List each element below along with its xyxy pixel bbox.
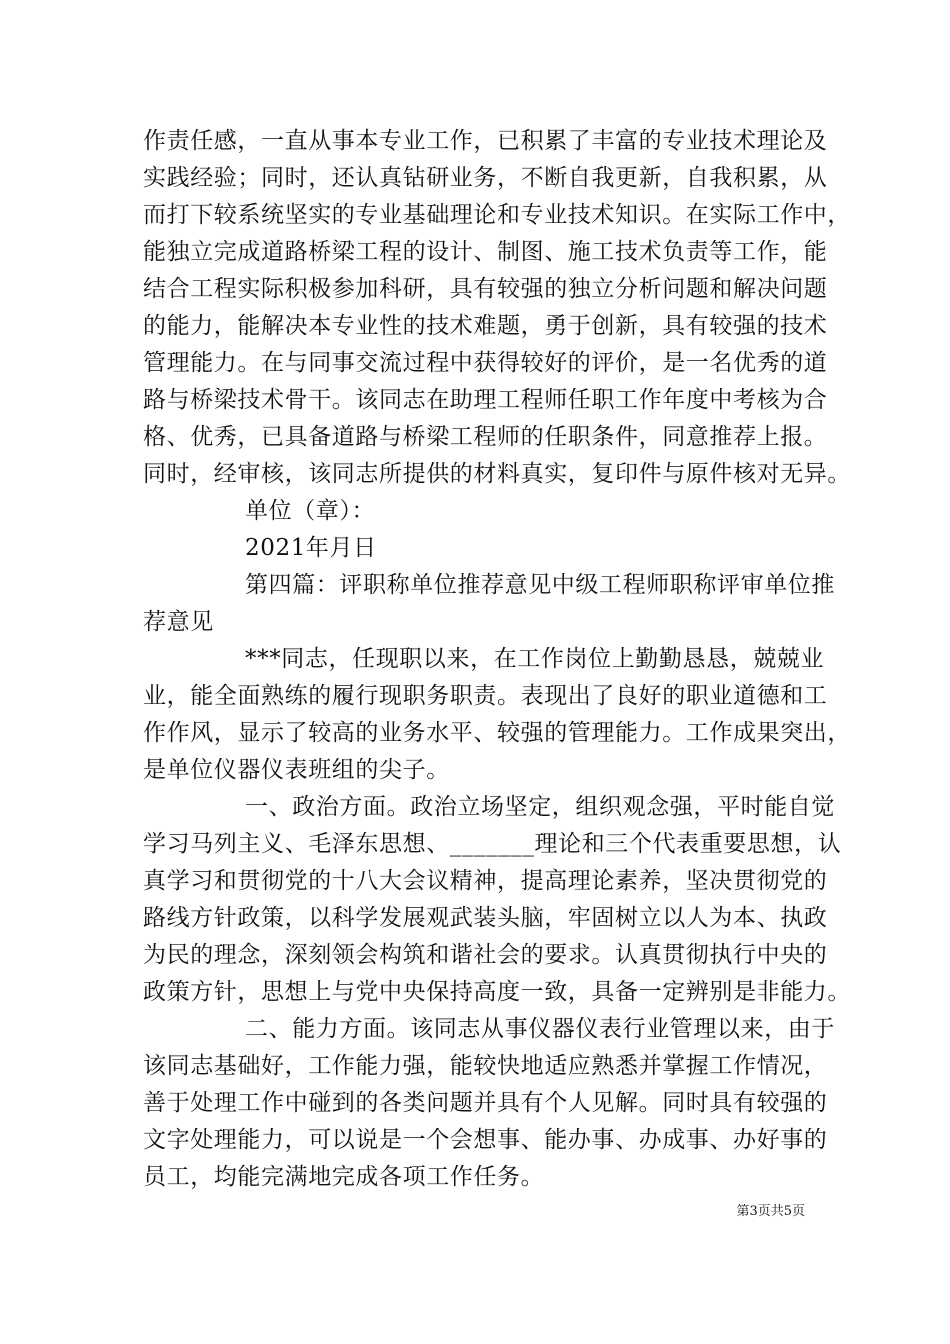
page-number-footer: 第3页共5页 — [736, 1204, 805, 1219]
paragraph-line: 实践经验；同时，还认真钻研业务，不断自我更新，自我积累，从 — [143, 165, 828, 191]
paragraph-line: 是单位仪器仪表班组的尖子。 — [143, 757, 450, 783]
paragraph-line: 而打下较系统坚实的专业基础理论和专业技术知识。在实际工作中， — [143, 202, 851, 228]
paragraph-line: 文字处理能力，可以说是一个会想事、能办事、办成事、办好事的 — [143, 1127, 828, 1153]
paragraph-line: 管理能力。在与同事交流过程中获得较好的评价，是一名优秀的道 — [143, 350, 828, 376]
paragraph-line: 结合工程实际积极参加科研，具有较强的独立分析问题和解决问题 — [143, 276, 828, 302]
paragraph-line: 作责任感，一直从事本专业工作，已积累了丰富的专业技术理论及 — [143, 128, 828, 154]
paragraph-line: ***同志，任现职以来，在工作岗位上勤勤恳恳，兢兢业 — [245, 646, 825, 672]
paragraph-line: 为民的理念，深刻领会构筑和谐社会的要求。认真贯彻执行中央的 — [143, 942, 828, 968]
paragraph-line: 善于处理工作中碰到的各类问题并具有个人见解。同时具有较强的 — [143, 1090, 828, 1116]
paragraph-line: 同时，经审核，该同志所提供的材料真实，复印件与原件核对无异。 — [143, 461, 851, 487]
paragraph-line: 格、优秀，已具备道路与桥梁工程师的任职条件，同意推荐上报。 — [143, 424, 828, 450]
paragraph-line: 路与桥梁技术骨干。该同志在助理工程师任职工作年度中考核为合 — [143, 387, 828, 413]
paragraph-line: 路线方针政策，以科学发展观武装头脑，牢固树立以人为本、执政 — [143, 905, 828, 931]
paragraph-line: 一、政治方面。政治立场坚定，组织观念强，平时能自觉 — [245, 794, 835, 820]
paragraph-line: 员工，均能完满地完成各项工作任务。 — [143, 1164, 545, 1190]
paragraph-line: 该同志基础好，工作能力强，能较快地适应熟悉并掌握工作情况， — [143, 1053, 828, 1079]
paragraph-line: 二、能力方面。该同志从事仪器仪表行业管理以来，由于 — [245, 1016, 835, 1042]
paragraph-line: 学习马列主义、毛泽东思想、_______理论和三个代表重要思想，认 — [143, 831, 842, 857]
paragraph-line: 能独立完成道路桥梁工程的设计、制图、施工技术负责等工作，能 — [143, 239, 828, 265]
section-heading-continued: 荐意见 — [143, 609, 214, 635]
paragraph-line: 政策方针，思想上与党中央保持高度一致，具备一定辨别是非能力。 — [143, 979, 851, 1005]
date-line: 2021年月日 — [245, 535, 377, 561]
paragraph-line: 真学习和贯彻党的十八大会议精神，提高理论素养，坚决贯彻党的 — [143, 868, 828, 894]
unit-seal-label: 单位（章）： — [245, 498, 376, 524]
paragraph-line: 作作风，显示了较高的业务水平、较强的管理能力。工作成果突出， — [143, 720, 851, 746]
section-heading: 第四篇：评职称单位推荐意见中级工程师职称评审单位推 — [245, 572, 835, 598]
paragraph-line: 的能力，能解决本专业性的技术难题，勇于创新，具有较强的技术 — [143, 313, 828, 339]
paragraph-line: 业，能全面熟练的履行现职务职责。表现出了良好的职业道德和工 — [143, 683, 828, 709]
